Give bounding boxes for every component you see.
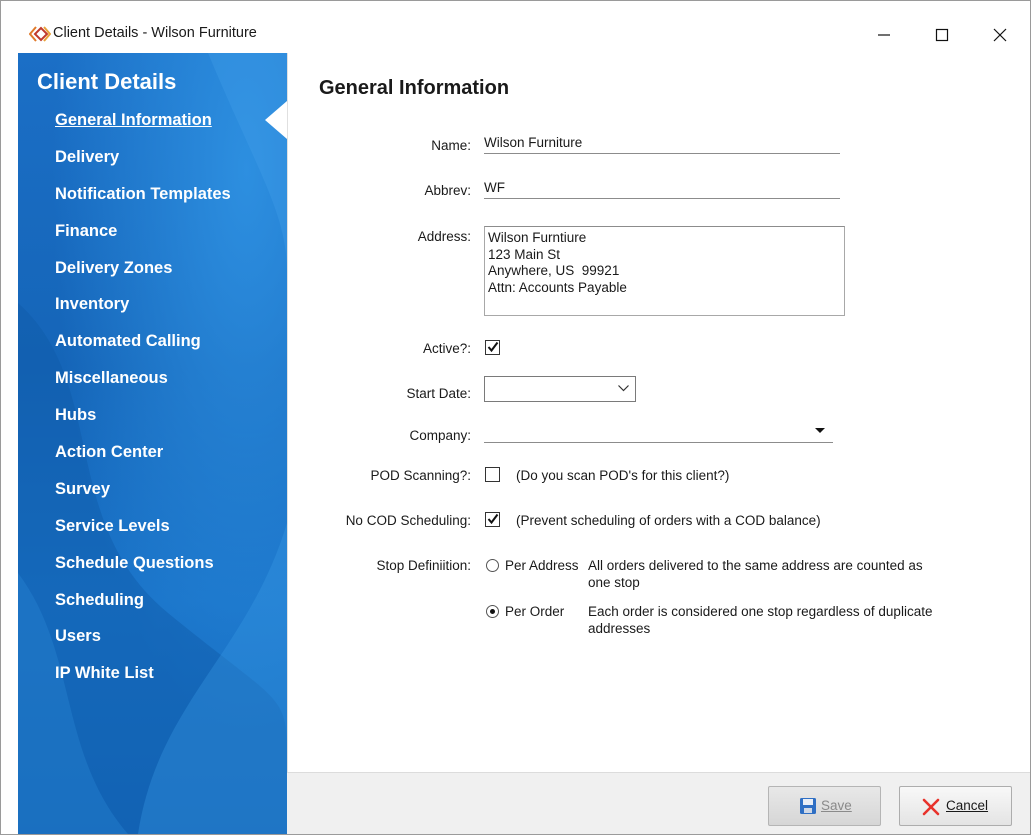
sidebar-item-label: Delivery Zones: [55, 258, 173, 277]
start-date-label: Start Date:: [406, 386, 471, 401]
close-window-button[interactable]: [977, 20, 1023, 50]
active-label: Active?:: [422, 341, 471, 356]
per-order-label[interactable]: Per Order: [505, 604, 565, 619]
checkmark-icon: [487, 513, 499, 525]
abbrev-field[interactable]: WF: [484, 180, 840, 199]
sidebar-item-survey[interactable]: [55, 478, 231, 515]
company-label: Company:: [409, 428, 471, 443]
cancel-button[interactable]: [899, 786, 1012, 826]
minimize-icon: [877, 28, 891, 42]
sidebar-nav: [55, 109, 231, 699]
sidebar-item-label: Miscellaneous: [55, 369, 168, 388]
general-information-panel: [287, 53, 1031, 772]
per-address-description: All orders delivered to the same address are counted as one stop: [588, 558, 923, 590]
sidebar-item-service-levels[interactable]: [55, 515, 231, 552]
radio-selected-dot: [490, 609, 495, 614]
sidebar: [18, 53, 287, 834]
active-section-pointer: [265, 101, 287, 139]
no-cod-scheduling-label: No COD Scheduling:: [345, 513, 471, 528]
sidebar-item-label: Service Levels: [55, 516, 170, 535]
save-label: Save: [821, 798, 852, 813]
per-address-label[interactable]: Per Address: [505, 558, 579, 573]
sidebar-item-ip-white-list[interactable]: [55, 662, 231, 699]
sidebar-item-schedule-questions[interactable]: [55, 552, 231, 589]
sidebar-item-label: General Information: [55, 111, 212, 129]
sidebar-item-label: Hubs: [55, 406, 97, 425]
sidebar-item-label: Inventory: [55, 295, 130, 314]
sidebar-item-general-information[interactable]: [55, 109, 231, 146]
name-label: Name:: [431, 138, 471, 153]
dropdown-arrow-icon: [815, 428, 825, 433]
sidebar-item-label: IP White List: [55, 664, 154, 683]
no-cod-scheduling-hint: (Prevent scheduling of orders with a COD balance): [516, 513, 821, 528]
save-disk-icon: [799, 797, 817, 815]
address-line: Attn: Accounts Payable: [488, 279, 627, 295]
sidebar-item-hubs[interactable]: [55, 404, 231, 441]
sidebar-item-label: Finance: [55, 221, 118, 240]
sidebar-item-finance[interactable]: [55, 220, 231, 257]
address-line: Wilson Furntiure: [488, 230, 587, 245]
sidebar-item-delivery-zones[interactable]: [55, 257, 231, 294]
per-order-radio[interactable]: [486, 605, 499, 618]
close-icon: [993, 28, 1007, 42]
chevron-down-icon: [618, 385, 629, 392]
sidebar-item-inventory[interactable]: [55, 293, 231, 330]
sidebar-item-users[interactable]: [55, 625, 231, 662]
address-label: Address:: [417, 229, 471, 244]
app-logo-icon: [29, 26, 51, 42]
cancel-x-icon: [922, 798, 940, 816]
per-address-radio[interactable]: [486, 559, 499, 572]
address-line: Anywhere, US 99921: [488, 263, 620, 278]
checkmark-icon: [487, 341, 499, 353]
window-title: Client Details - Wilson Furniture: [53, 25, 257, 41]
sidebar-item-automated-calling[interactable]: [55, 330, 231, 367]
sidebar-item-notification-templates[interactable]: [55, 183, 231, 220]
pod-scanning-checkbox[interactable]: [485, 467, 500, 482]
pod-scanning-hint: (Do you scan POD's for this client?): [516, 468, 730, 483]
name-field[interactable]: Wilson Furniture: [484, 135, 840, 154]
sidebar-item-miscellaneous[interactable]: [55, 367, 231, 404]
footer-bar: [287, 772, 1030, 835]
sidebar-item-label: Action Center: [55, 443, 164, 462]
sidebar-item-label: Automated Calling: [55, 332, 201, 351]
stop-definition-label: Stop Definiition:: [376, 558, 471, 573]
address-field[interactable]: [484, 226, 845, 316]
sidebar-item-label: Notification Templates: [55, 184, 231, 203]
sidebar-item-label: Survey: [55, 479, 111, 498]
pod-scanning-label: POD Scanning?:: [370, 468, 471, 483]
sidebar-item-label: Delivery: [55, 147, 120, 166]
per-order-description: Each order is considered one stop regardless of duplicate addresses: [588, 604, 933, 636]
address-line: 123 Main St: [488, 246, 561, 262]
save-button[interactable]: [768, 786, 881, 826]
sidebar-item-delivery[interactable]: [55, 146, 231, 183]
active-checkbox[interactable]: [485, 340, 500, 355]
sidebar-item-label: Scheduling: [55, 590, 144, 609]
abbrev-label: Abbrev:: [424, 183, 471, 198]
cancel-label: Cancel: [946, 798, 989, 813]
sidebar-item-scheduling[interactable]: [55, 589, 231, 626]
sidebar-item-label: Users: [55, 627, 101, 646]
maximize-icon: [935, 28, 949, 42]
page-title: General Information: [319, 77, 510, 99]
start-date-picker[interactable]: [484, 376, 636, 402]
title-bar: [1, 1, 1030, 53]
sidebar-item-action-center[interactable]: [55, 441, 231, 478]
sidebar-title: Client Details: [37, 69, 177, 94]
no-cod-scheduling-checkbox[interactable]: [485, 512, 500, 527]
maximize-button[interactable]: [919, 20, 965, 50]
company-dropdown[interactable]: [484, 422, 833, 443]
sidebar-item-label: Schedule Questions: [55, 553, 214, 572]
minimize-button[interactable]: [861, 20, 907, 50]
